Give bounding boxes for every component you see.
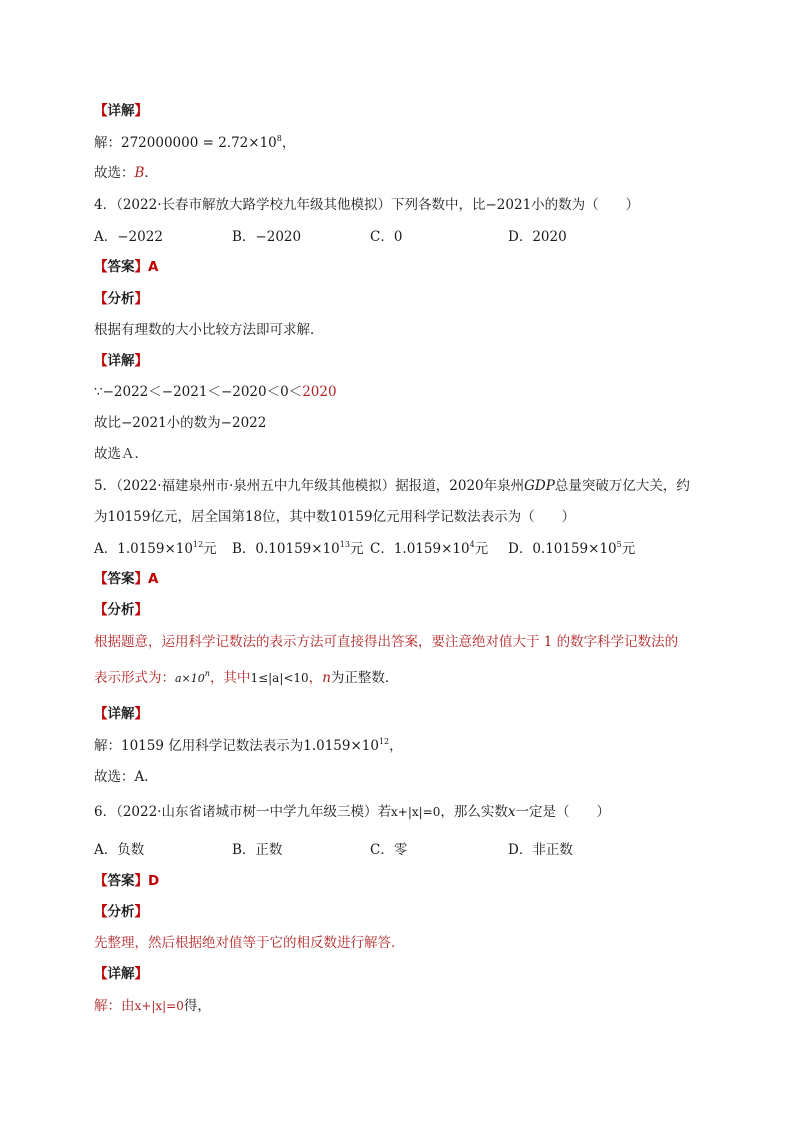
q5-option-d: D．$0.10159\times 10^5$元 <box>508 540 636 557</box>
q4-detail-tag: 【详解】 <box>94 353 148 369</box>
q4-answer: 【答案】A <box>94 259 159 275</box>
q5-analysis-line2: 表示形式为：$a\times 10^n$，其中1≤|a|<10，n为正整数． <box>94 669 399 686</box>
q4-option-a: A．−2022 <box>94 229 163 245</box>
q6-option-c: C．零 <box>370 842 408 858</box>
q4-stem: 4．（2022·长春市解放大路学校九年级其他模拟）下列各数中，比−2021小的数为（ ） <box>94 197 640 213</box>
q5-analysis-tag: 【分析】 <box>94 602 148 618</box>
q6-answer: 【答案】D <box>94 873 160 889</box>
q4-analysis-text: 根据有理数的大小比较方法即可求解． <box>94 322 324 338</box>
q5-choose: 故选：A． <box>94 769 158 785</box>
q5-analysis-line1: 根据题意，运用科学记数法的表示方法可直接得出答案，要注意绝对值大于 1 的数字科学记数法的 <box>94 634 679 650</box>
q6-detail-line: 解：由x+|x|=0得， <box>94 998 211 1014</box>
q6-stem: 6．（2022·山东省诸城市树一中学九年级三模）若x+|x|=0，那么实数x一定是（ ） <box>94 804 610 820</box>
q5-detail-line: 解：10159 亿用科学记数法表示为$1.0159\times 10^{12}$， <box>94 737 403 754</box>
q5-answer: 【答案】A <box>94 571 159 587</box>
q5-detail-tag: 【详解】 <box>94 706 148 722</box>
q4-analysis-tag: 【分析】 <box>94 291 148 307</box>
q6-analysis-tag: 【分析】 <box>94 904 148 920</box>
q6-analysis-text: 先整理，然后根据绝对值等于它的相反数进行解答． <box>94 935 405 951</box>
q5-stem-line1: 5．（2022·福建泉州市·泉州五中九年级其他模拟）据报道，2020年泉州GDP总量突破万亿大关，约 <box>94 478 690 494</box>
q4-detail-line2: 故比−2021小的数为−2022 <box>94 415 267 431</box>
detail-tag: 【详解】 <box>94 103 148 119</box>
q4-detail-line1: ∵−2022＜−2021＜−2020＜0＜2020 <box>94 384 337 400</box>
q6-option-d: D．非正数 <box>508 842 573 858</box>
q4-option-c: C．0 <box>370 229 403 245</box>
q5-option-a: A．$1.0159\times 10^{12}$元 <box>94 540 217 557</box>
q6-detail-tag: 【详解】 <box>94 966 148 982</box>
q4-option-d: D．2020 <box>508 229 567 245</box>
q4-option-b: B．−2020 <box>232 229 302 245</box>
q4-choose: 故选Ａ． <box>94 446 148 462</box>
q5-stem-line2: 为10159亿元，居全国第18位，其中数10159亿元用科学记数法表示为（ ） <box>94 509 576 525</box>
q6-option-a: A．负数 <box>94 842 145 858</box>
choose-line: 故选：B． <box>94 165 158 181</box>
q5-option-b: B．$0.10159\times 10^{13}$元 <box>232 540 364 557</box>
q5-option-c: C．$1.0159\times 10^4$元 <box>370 540 489 557</box>
q6-option-b: B．正数 <box>232 842 283 858</box>
solution-line: 解：$272000000 = 2.72\times 10^8$， <box>94 134 296 151</box>
